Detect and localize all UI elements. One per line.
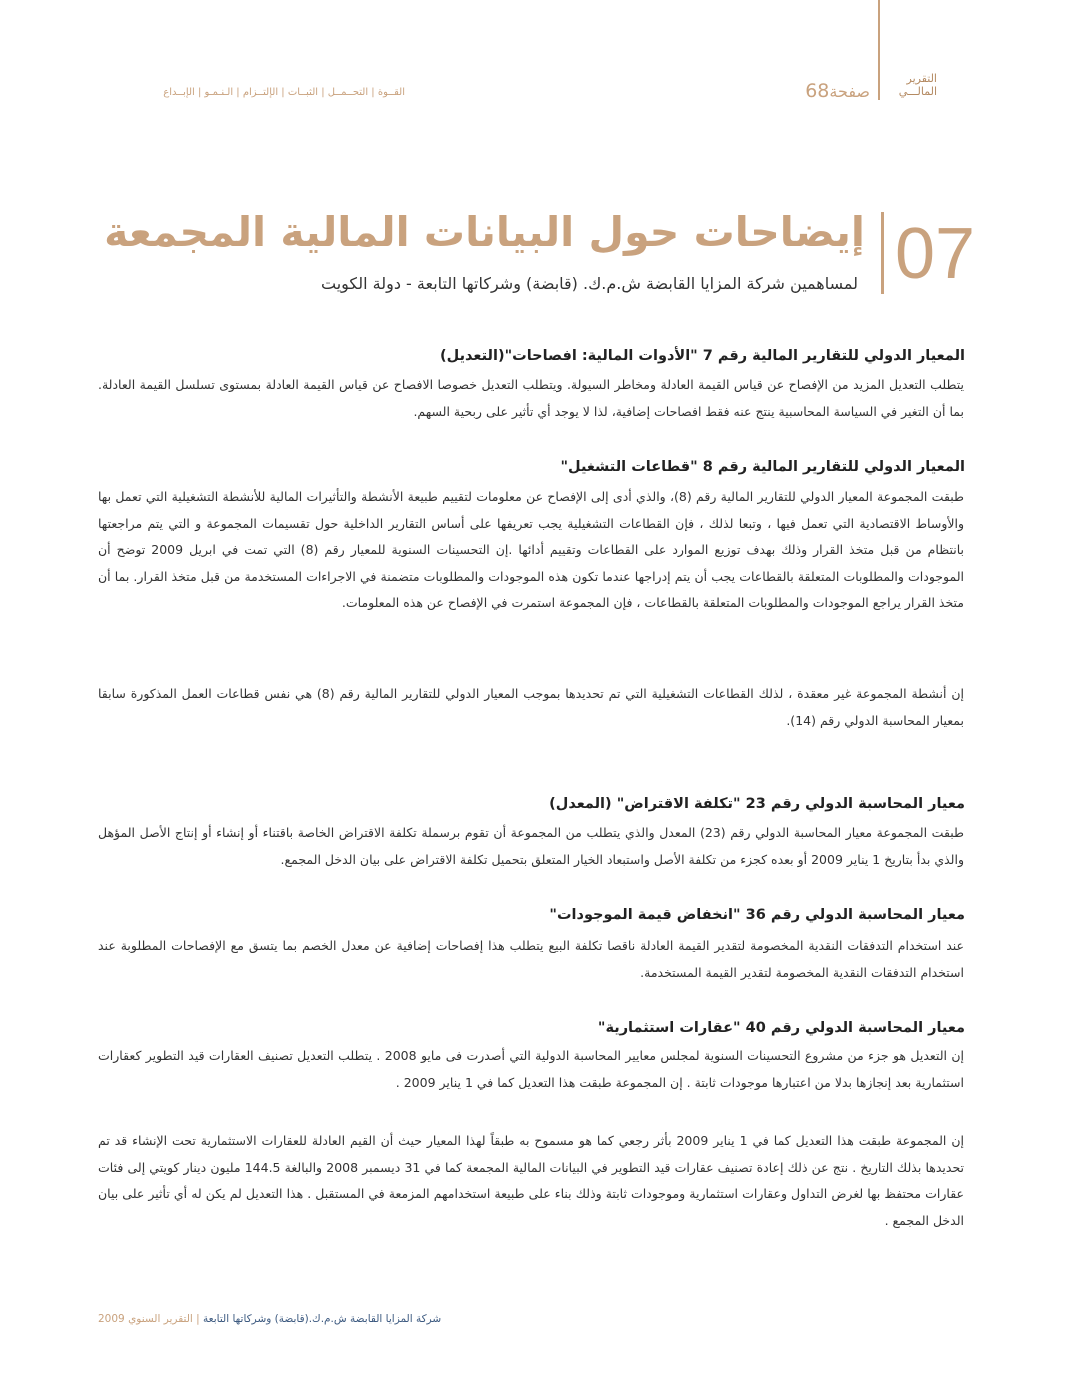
values-strip: القــوة | التحــمــل | الثبــات | الإلتــزام | الـنـمـو | الإبــداع	[163, 87, 405, 98]
page-indicator	[790, 80, 870, 102]
footer-separator: |	[196, 1313, 200, 1325]
section-heading-ias23: معيار المحاسبة الدولي رقم 23 "تكلفة الاقتراض" (المعدل)	[549, 796, 965, 812]
page-footer	[98, 1313, 518, 1325]
footer-report: التقرير السنوي 2009	[98, 1313, 193, 1325]
page-number: 68	[805, 80, 830, 102]
chapter-divider	[881, 212, 884, 294]
page-subtitle: لمساهمين شركة المزايا القابضة ش.م.ك. (قابضة) وشركاتها التابعة - دولة الكويت	[320, 274, 858, 293]
report-label-line1: التقرير	[906, 72, 937, 85]
page-title: إيضاحات حول البيانات المالية المجمعة	[104, 208, 865, 256]
section-paragraph: إن التعديل هو جزء من مشروع التحسينات السنوية لمجلس معايير المحاسبة الدولية التي أصدرت فى مايو 2008 . يتطلب التعديل تصنيف العقارات قيد التطوير كعقارات استثمارية بعد إنجازها بدلا من اعتبارها موجودات ثابتة . إن المجموعة طبقت هذا التعديل كما في 1 يناير 2009 .	[98, 1048, 964, 1090]
section-heading-ifrs7: المعيار الدولي للتقارير المالية رقم 7 "الأدوات المالية: افصاحات"(التعديل)	[440, 348, 965, 364]
report-label-line2: المالـــي	[898, 85, 937, 98]
report-label	[885, 72, 937, 98]
section-paragraph: إن المجموعة طبقت هذا التعديل كما في 1 يناير 2009 بأثر رجعي كما هو مسموح به طبقاً لهذا المعيار حيث أن القيم العادلة للعقارات الاستثمارية تحت الإنشاء قد تم تحديدها بذلك التاريخ . نتج عن ذلك إعادة تصنيف عقارات قيد التطوير في البيانات المالية المجمعة كما في 31 ديسمبر 2008 والبالغة 144.5 مليون دينار كويتي إلى فئات عقارات محتفظ بها لغرض التداول وعقارات استثمارية وموجودات ثابتة وذلك بناء على طبيعة استخدامهم المزمعة في المستقبل . هذا التعديل لم يكن له أي تأثير على بيان الدخل المجمع .	[98, 1133, 965, 1228]
page-label: صفحة	[829, 82, 870, 101]
section-paragraph: طبقت المجموعة المعيار الدولي للتقارير المالية رقم (8)، والذي أدى إلى الإفصاح عن معلومات لتقييم طبيعة الأنشطة والتأثيرات المالية للأنشطة التشغيلية التي تعمل بها والأوساط الاقتصادية التي تعمل فيها ، وتبعا لذلك ، فإن القطاعات التشغيلية يجب تعريفها على أساس التقارير الداخلية حول تقسيمات المجموعة و التي يتم مراجعتها بانتظام من قبل متخذ القرار وذلك بهدف توزيع الموارد على القطاعات وتقييم أدائها .إن التحسينات السنوية للمعيار رقم (8) التي تمت في ابريل 2009 توضح أن الموجودات والمطلوبات المتعلقة بالقطاعات يجب أن يتم إدراجها عندما تكون هذه الموجودات والمطلوبات متضمنة في الاجراءات المستخدمة من قبل متخذ القرار. بما أن متخذ القرار يراجع الموجودات والمطلوبات المتعلقة بالقطاعات ، فإن المجموعة استمرت في الإفصاح عن هذه المعلومات.	[98, 489, 964, 610]
section-paragraph: يتطلب التعديل المزيد من الإفصاح عن قياس القيمة العادلة ومخاطر السيولة. ويتطلب التعديل خصوصا الافصاح عن قياس القيمة العادلة بمستوى تسلسل القيمة العادلة. بما أن التغير في السياسة المحاسبية ينتج عنه فقط افصاحات إضافية، لذا لا يوجد أي تأثير على ربحية السهم.	[98, 377, 964, 419]
header-divider	[878, 0, 880, 100]
section-paragraph: إن أنشطة المجموعة غير معقدة ، لذلك القطاعات التشغيلية التي تم تحديدها بموجب المعيار الدولي للتقارير المالية رقم (8) هي نفس قطاعات العمل المذكورة سابقا بمعيار المحاسبة الدولي رقم (14).	[98, 686, 965, 728]
footer-company: شركة المزايا القابضة ش.م.ك.(قابضة) وشركاتها التابعة	[203, 1313, 442, 1325]
section-heading-ias36: معيار المحاسبة الدولي رقم 36 "انخفاض قيمة الموجودات"	[549, 907, 965, 923]
section-paragraph: عند استخدام التدفقات النقدية المخصومة لتقدير القيمة العادلة ناقصا تكلفة البيع يتطلب هذا إفصاحات إضافية عن معدل الخصم بما يتسق مع الإفصاحات المطلوبة عند استخدام التدفقات النقدية المخصومة لتقدير القيمة المستخدمة.	[98, 938, 964, 980]
chapter-number: 07	[895, 214, 976, 294]
section-heading-ias40: معيار المحاسبة الدولي رقم 40 "عقارات استثمارية"	[597, 1020, 965, 1036]
section-paragraph: طبقت المجموعة معيار المحاسبة الدولي رقم (23) المعدل والذي يتطلب من المجموعة أن تقوم برسملة تكلفة الاقتراض الخاصة باقتناء أو إنشاء أو إنتاج الأصل المؤهل والذي بدأ بتاريخ 1 يناير 2009 أو بعده كجزء من تكلفة الأصل واستبعاد الخيار المتعلق بتحميل تكلفة الاقتراض على بيان الدخل المجمع.	[98, 825, 964, 867]
section-heading-ifrs8: المعيار الدولي للتقارير المالية رقم 8 "قطاعات التشغيل"	[560, 459, 965, 475]
